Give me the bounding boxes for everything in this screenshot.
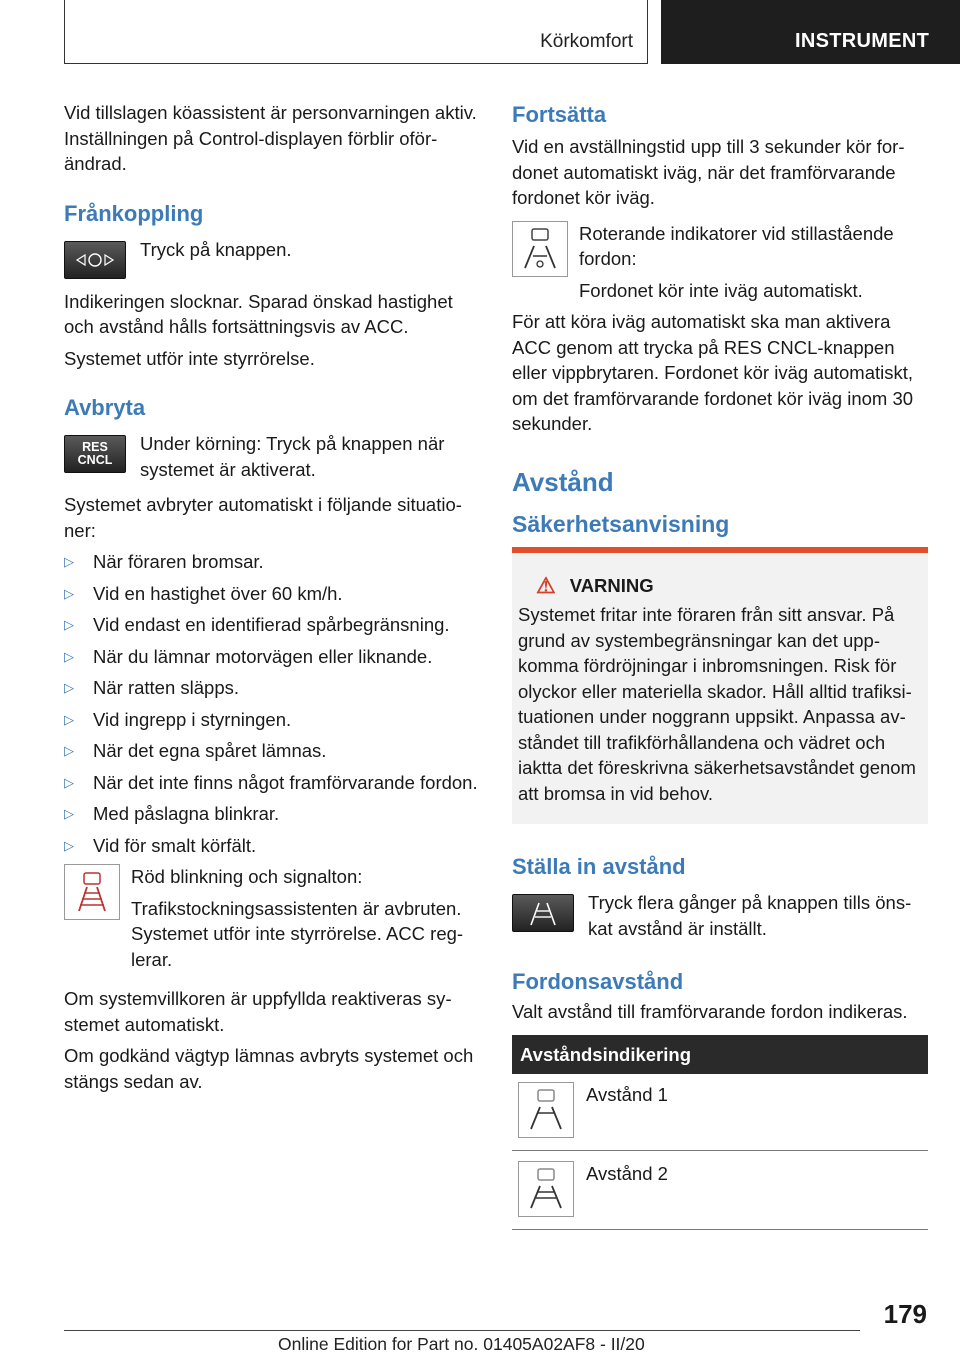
heading-sakerhetsanvisning: Säkerhetsanvisning [512, 510, 730, 537]
triangle-bullet-icon: ▷ [64, 554, 74, 569]
header-chapter: INSTRUMENT [795, 30, 930, 52]
list-item: ▷ Med påslagna blinkrar. [64, 801, 478, 827]
rotating-indicator-text: Roterande indikatorer vid stillastående fordon: [579, 222, 894, 269]
fordonsavstand-text: Valt avstånd till framförvarande fordon indikeras. [512, 1001, 908, 1022]
list-item: ▷ Vid en hastighet över 60 km/h. [64, 581, 478, 607]
header-section: Körkomfort [540, 31, 633, 52]
stationary-vehicle-icon [512, 221, 568, 277]
distance-1-label: Avstånd 1 [586, 1084, 668, 1105]
triangle-bullet-icon: ▷ [64, 585, 74, 601]
intro-text: Vid tillslagen köassistent är personvarningen aktiv. Inställningen på Control-displayen förblir oförändrad. [64, 102, 477, 174]
rotating-indicator-row [512, 221, 928, 304]
stalla-text: Tryck flera gånger på knappen tills önskat avstånd är inställt. [588, 892, 912, 939]
page-number: 179 [883, 1299, 927, 1329]
warning-text: Systemet fritar inte föraren från sitt ansvar. På grund av systembegränsningar kan det uppkomma fördröjningar i inbromsningen. Risk för olyckor eller materiella skador. Håll alltid trafiksituationen under noggrann uppsikt. Anpassa avståndet till trafikförhållandena och vädret och iaktta det föreskrivna säkerhetsavståndet genom att bromsa in vid behov. [518, 604, 916, 804]
red-blink-row [64, 864, 478, 972]
table-header: Avståndsindikering [512, 1035, 928, 1075]
footer-edition: Online Edition for Part no. 01405A02AF8 - II/20 [278, 1334, 645, 1354]
warning-triangle-icon: ⚠ [536, 572, 556, 598]
frankoppling-p2: Systemet utför inte styrrörelse. [64, 347, 315, 369]
triangle-bullet-icon: ▷ [64, 743, 74, 758]
triangle-bullet-icon: ▷ [64, 617, 74, 632]
warning-box [512, 547, 928, 825]
table-row [512, 1074, 928, 1151]
frankoppling-p1: Indikeringen slocknar. Sparad önskad hastighet och avstånd hålls fortsättningsvis av ACC. [64, 290, 453, 337]
godkand-text: Om godkänd vägtyp lämnas avbryts systemet och stängs sedan av. [64, 1045, 474, 1092]
heading-frankoppling: Frånkoppling [64, 200, 204, 226]
distance-1-icon [518, 1082, 574, 1138]
right-column [512, 100, 928, 1230]
red-blink-title: Röd blinkning och signalton: [131, 866, 363, 887]
heading-fortsatta: Fortsätta [512, 102, 607, 127]
fortsatta-text: Vid en avställningstid upp till 3 sekunder kör fordonet automatiskt iväg, när det framförvarande fordonet kör iväg. [512, 136, 905, 208]
heading-fordonsavstand: Fordonsavstånd [512, 969, 684, 994]
distance-2-icon [518, 1161, 574, 1217]
list-item: ▷ Vid ingrepp i styrningen. [64, 707, 478, 733]
auto-cancel-text: Systemet avbryter automatiskt i följande situationer: [64, 494, 462, 541]
cncl-label: CNCL [77, 453, 113, 467]
warning-title-row [522, 573, 922, 599]
frankoppling-row [64, 237, 478, 279]
fortsatta-p2: För att köra iväg automatiskt ska man aktivera ACC genom att trycka på RES CNCL-knappen eller vippbrytaren. Fordonet kör iväg automatiskt, om det framförvarande fordonet kör iväg inom 30 sekunder. [512, 311, 914, 434]
stalla-row [512, 890, 928, 941]
list-item: ▷ Vid för smalt körfält. [64, 833, 478, 859]
list-item: ▷ När föraren bromsar. [64, 549, 478, 575]
distance-2-label: Avstånd 2 [586, 1163, 668, 1184]
header-chapter-box [661, 0, 960, 64]
reaktiv-text: Om systemvillkoren är uppfyllda reaktiveras systemet automatiskt. [64, 988, 452, 1035]
list-item: ▷ När det egna spåret lämnas. [64, 738, 478, 764]
heading-avstand: Avstånd [512, 466, 614, 497]
left-column [64, 100, 478, 1100]
list-item: ▷ När ratten släpps. [64, 675, 478, 701]
triangle-bullet-icon: ▷ [64, 648, 74, 664]
red-blink-text: Trafikstockningsassistenten är avbruten. Systemet utför inte styrrörelse. ACC reglerar. [131, 897, 464, 970]
res-label: RES [82, 440, 108, 454]
header-section-box [64, 0, 648, 64]
avbryta-row [64, 431, 478, 482]
triangle-bullet-icon: ▷ [64, 806, 74, 821]
warning-title: VARNING [569, 574, 654, 596]
traffic-jam-assist-red-icon [64, 864, 120, 920]
triangle-bullet-icon: ▷ [64, 680, 74, 695]
list-item: ▷ När du lämnar motorvägen eller liknande. [64, 644, 478, 670]
triangle-bullet-icon: ▷ [64, 837, 74, 853]
heading-stalla-in-avstand: Ställa in avstånd [512, 854, 686, 879]
list-item: ▷ Vid endast en identifierad spårbegränsning. [64, 612, 478, 638]
triangle-bullet-icon: ▷ [64, 774, 74, 790]
acc-button-icon [64, 241, 126, 279]
triangle-bullet-icon: ▷ [64, 711, 74, 727]
heading-avbryta: Avbryta [64, 395, 146, 420]
rotating-indicator-text2: Fordonet kör inte iväg automatiskt. [579, 279, 863, 301]
cancel-situation-list [64, 549, 478, 858]
distance-button-icon [512, 894, 574, 932]
avbryta-text: Under körning: Tryck på knappen när systemet är aktiverat. [140, 433, 445, 480]
footer-divider [64, 1330, 860, 1331]
res-cncl-button-icon [64, 435, 126, 473]
frankoppling-text: Tryck på knappen. [140, 238, 292, 260]
table-row [512, 1151, 928, 1230]
list-item: ▷ När det inte finns något framförvarande fordon. [64, 770, 478, 796]
